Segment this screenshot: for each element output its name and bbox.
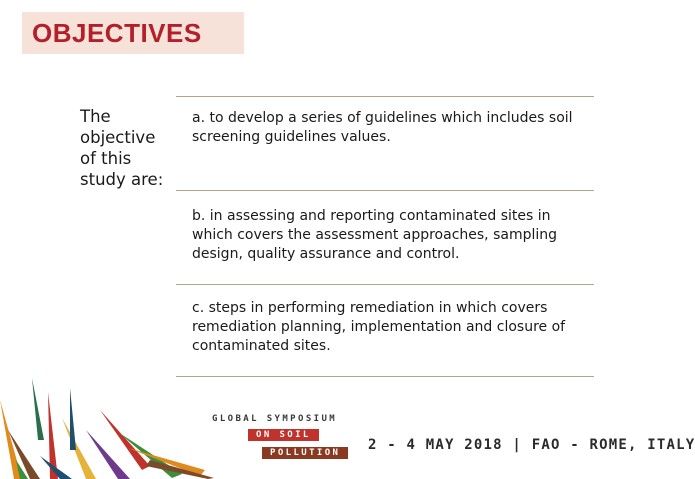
event-dates-location: 2 - 4 MAY 2018 | FAO - ROME, ITALY [368,437,695,453]
table-rule-bottom [176,376,594,377]
logo-line-3: POLLUTION [262,447,348,459]
table-rule-2 [176,284,594,285]
objective-item-b: b. in assessing and reporting contaminated sites in which covers the assessment approaches, sampling design, quality assurance and control. [192,208,558,262]
table-row-header: The objective of this study are: [80,107,164,189]
table-rule-1 [176,190,594,191]
symposium-logo [210,414,348,460]
slide-title: OBJECTIVES [32,18,202,48]
decorative-brushstrokes [0,370,215,479]
objective-item-a: a. to develop a series of guidelines which includes soil screening guidelines values. [192,110,573,145]
table-rule-top [176,96,594,97]
title-banner [22,12,244,54]
logo-line-2: ON SOIL [248,429,319,441]
logo-line-1: GLOBAL SYMPOSIUM [212,414,338,424]
objective-item-c: c. steps in performing remediation in which covers remediation planning, implementation and closure of contaminated sites. [192,300,566,354]
